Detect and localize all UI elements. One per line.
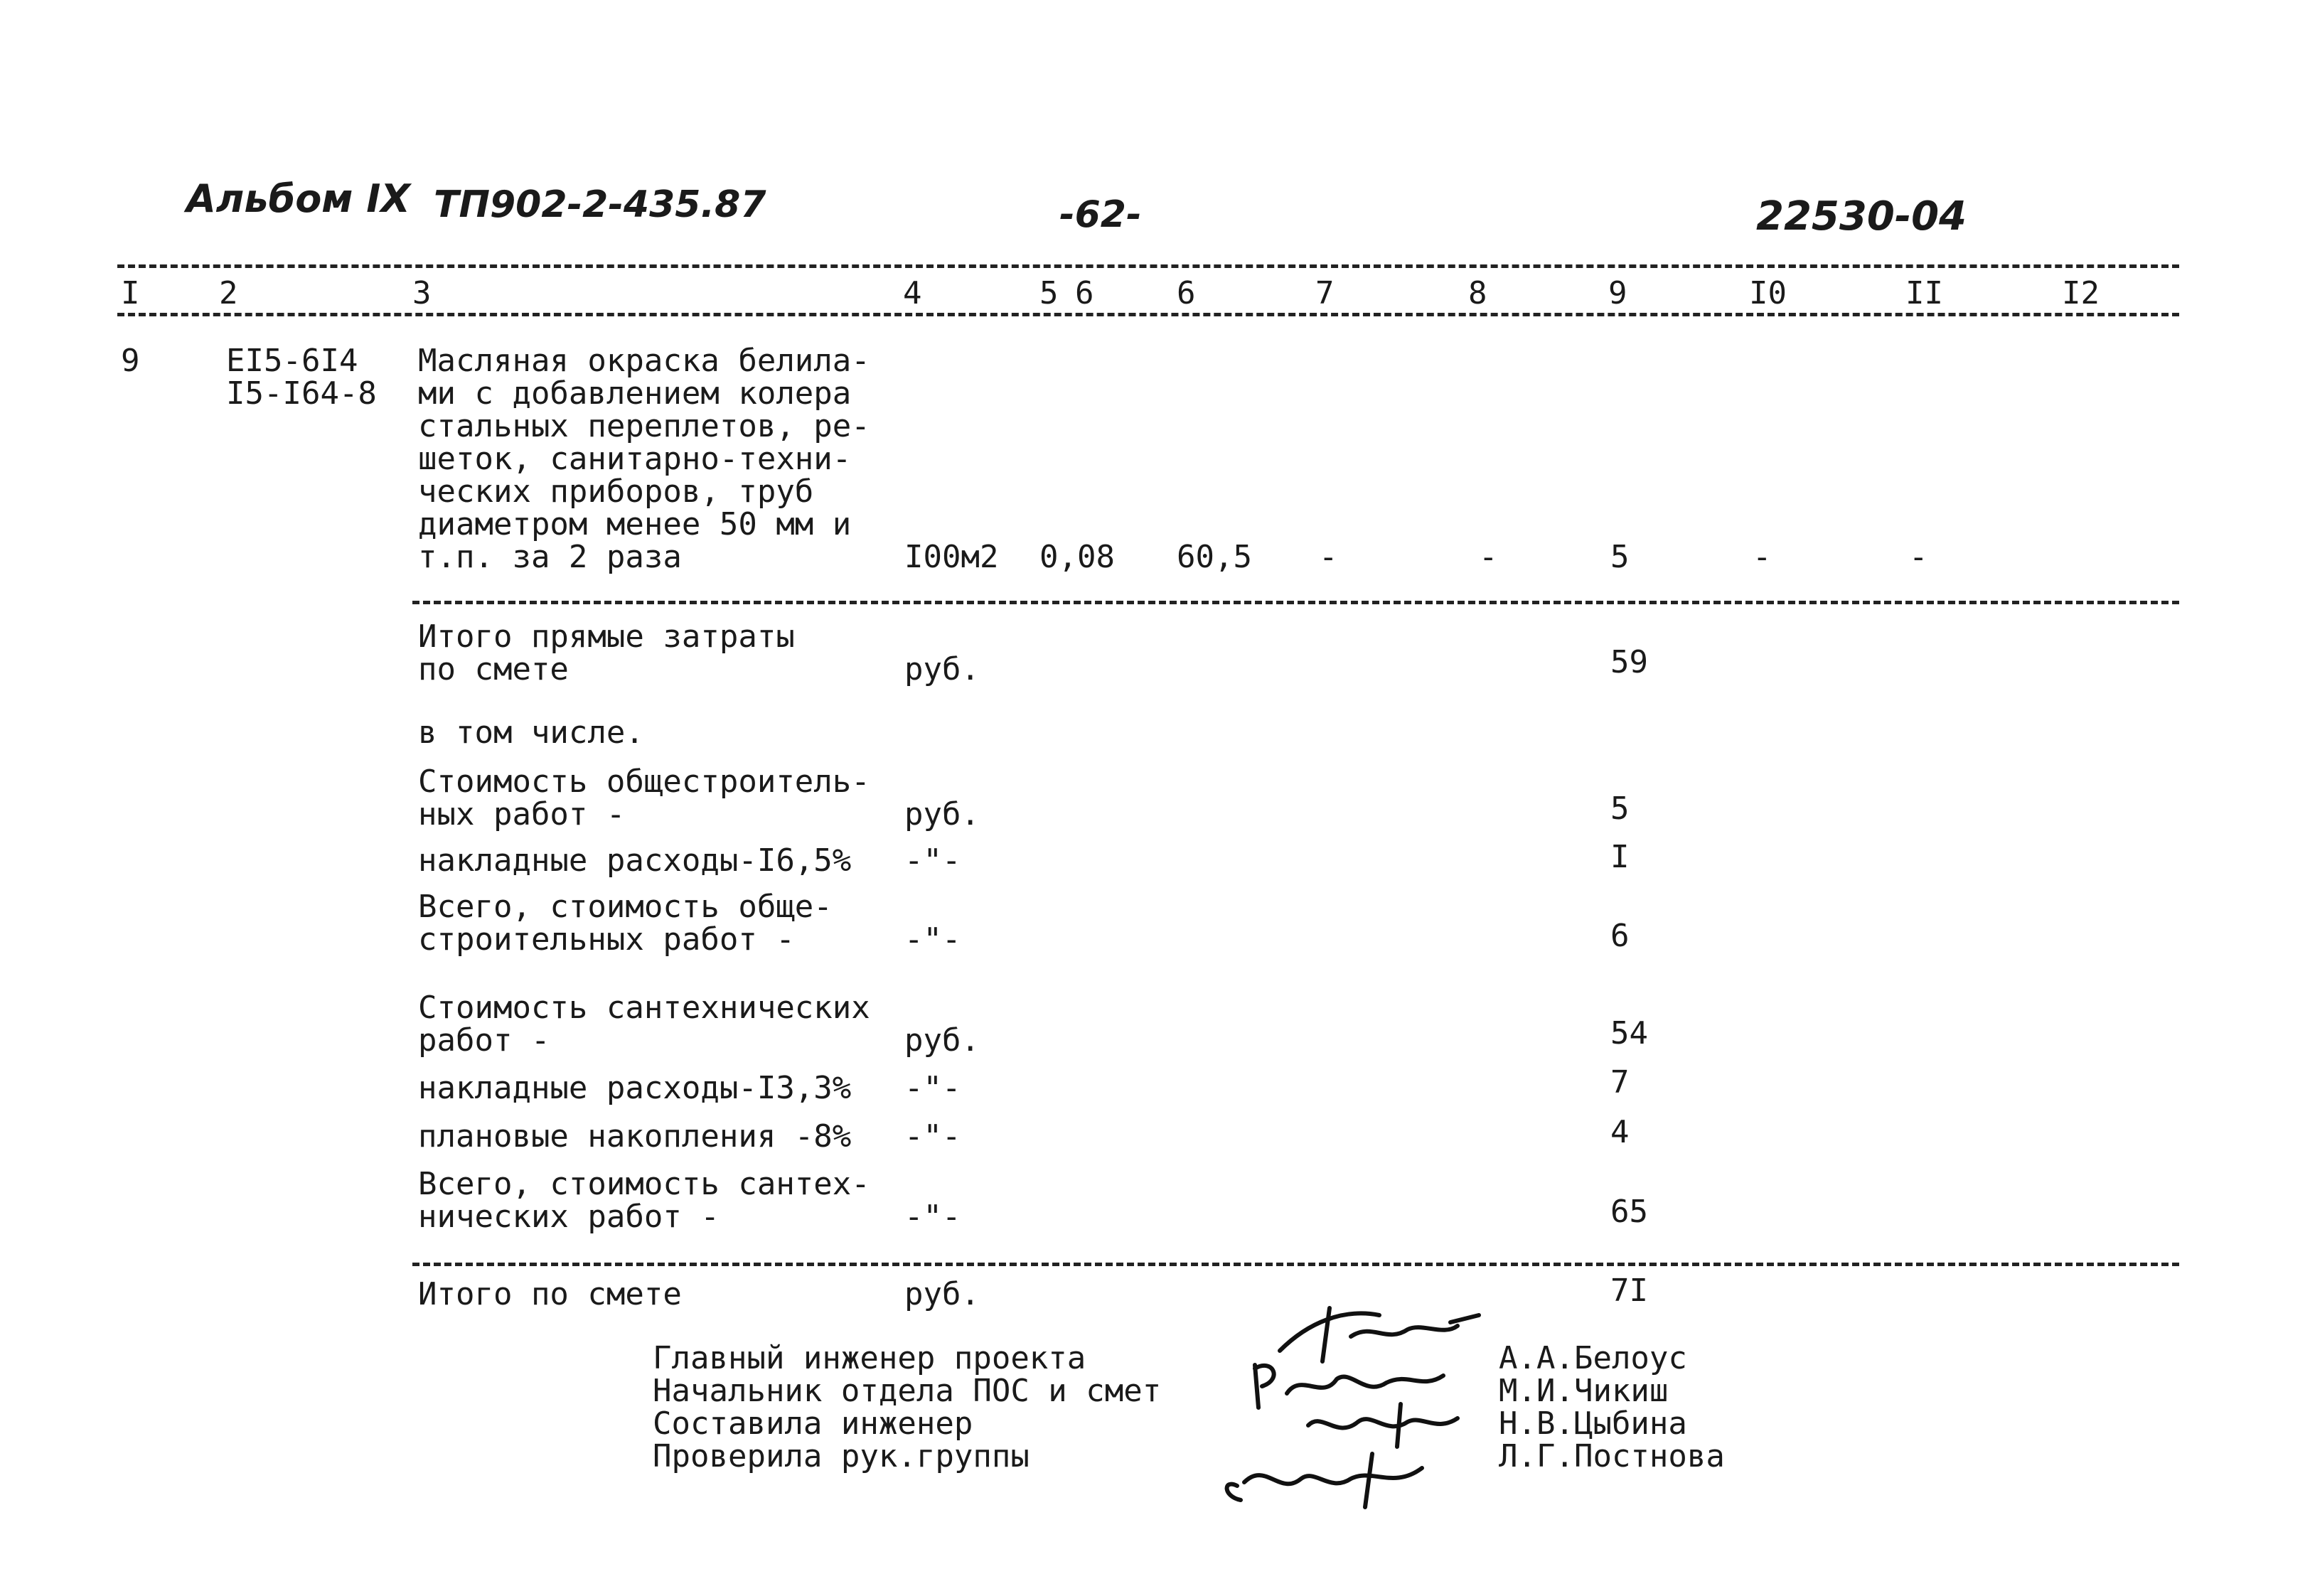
summary-unit: -"- [904, 921, 961, 958]
handwritten-signature [1294, 1397, 1479, 1454]
column-header: I2 [2062, 275, 2100, 311]
album-label: Альбом IX [186, 176, 410, 221]
signatory-role: Начальник отдела ПОС и смет [653, 1373, 1162, 1409]
summary-unit: руб. [904, 1022, 980, 1059]
column-header: 3 [412, 275, 432, 311]
column-header: 8 [1468, 275, 1487, 311]
column-header: I0 [1749, 275, 1787, 311]
summary-label: Итого прямые затраты по смете [418, 618, 795, 687]
column-10-value: - [1753, 539, 1772, 575]
column-header: 9 [1608, 275, 1627, 311]
summary-value: 54 [1610, 1015, 1648, 1051]
summary-label: в том числе. [418, 714, 644, 751]
column-7-value: - [1319, 539, 1338, 575]
work-description: Масляная окраска белила- ми с добавлением колера стальных переплетов, ре- шеток, санитарно-техни- ческих приборов, труб диаметром менее 50 мм и т.п. за 2 раза [418, 343, 870, 575]
handwritten-signature [1209, 1447, 1443, 1511]
summary-label: накладные расходы-I6,5% [418, 842, 852, 879]
summary-unit: -"- [904, 842, 961, 879]
summary-unit: -"- [904, 1070, 961, 1106]
summary-value: 5 [1610, 791, 1630, 827]
total-label: Итого по смете [418, 1276, 682, 1312]
column-11-value: - [1909, 539, 1928, 575]
column-header: 4 [903, 275, 922, 311]
summary-label: плановые накопления -8% [418, 1118, 852, 1155]
summary-unit: -"- [904, 1118, 961, 1155]
summary-label: Всего, стоимость сантех- нических работ - [418, 1166, 870, 1235]
project-number: ТП902-2-435.87 [434, 183, 766, 226]
summary-label: накладные расходы-I3,3% [418, 1070, 852, 1106]
summary-value: 65 [1610, 1194, 1648, 1230]
summary-unit: -"- [904, 1199, 961, 1235]
total-separator [412, 1263, 2179, 1266]
column-header: I [121, 275, 140, 311]
summary-value: 59 [1610, 644, 1648, 680]
signatory-name: М.И.Чикиш [1499, 1373, 1669, 1409]
signatory-role: Проверила рук.группы [653, 1438, 1030, 1474]
summary-unit: руб. [904, 796, 980, 832]
rate-code-secondary: I5-I64-8 [226, 375, 377, 412]
summary-label: Стоимость общестроитель- ных работ - [418, 764, 870, 832]
summary-label: Всего, стоимость обще- строительных работ - [418, 889, 833, 958]
summary-value: 6 [1610, 918, 1630, 954]
column-header: 7 [1315, 275, 1335, 311]
page-number: -62- [1059, 193, 1142, 236]
rate-code-primary: EI5-6I4 [226, 343, 358, 379]
summary-label: Стоимость сантехнических работ - [418, 990, 870, 1059]
signatory-name: А.А.Белоус [1499, 1340, 1687, 1376]
signatory-role: Составила инженер [653, 1405, 973, 1442]
header-top-rule [117, 264, 2179, 268]
summary-unit: руб. [904, 651, 980, 687]
summary-value: I [1610, 839, 1630, 875]
document-code: 22530-04 [1756, 193, 1967, 240]
signatory-role: Главный инженер проекта [653, 1340, 1086, 1376]
column-9-value: 5 [1610, 539, 1630, 575]
quantity: 0,08 [1039, 539, 1115, 575]
column-header: 2 [219, 275, 238, 311]
unit-of-measure: I00м2 [904, 539, 999, 575]
unit-price: 60,5 [1177, 539, 1252, 575]
summary-value: 4 [1610, 1114, 1630, 1150]
column-header: 5 [1039, 275, 1059, 311]
signatory-name: Н.В.Цыбина [1499, 1405, 1687, 1442]
summary-value: 7 [1610, 1064, 1630, 1100]
row-separator [412, 601, 2179, 604]
column-header: II [1905, 275, 1943, 311]
row-number: 9 [121, 343, 140, 379]
column-8-value: - [1479, 539, 1498, 575]
signatory-name: Л.Г.Постнова [1499, 1438, 1725, 1474]
total-unit: руб. [904, 1276, 980, 1312]
header-bottom-rule [117, 313, 2179, 316]
column-header: 6 [1177, 275, 1196, 311]
column-header: 6 [1075, 275, 1094, 311]
total-value: 7I [1610, 1273, 1648, 1309]
